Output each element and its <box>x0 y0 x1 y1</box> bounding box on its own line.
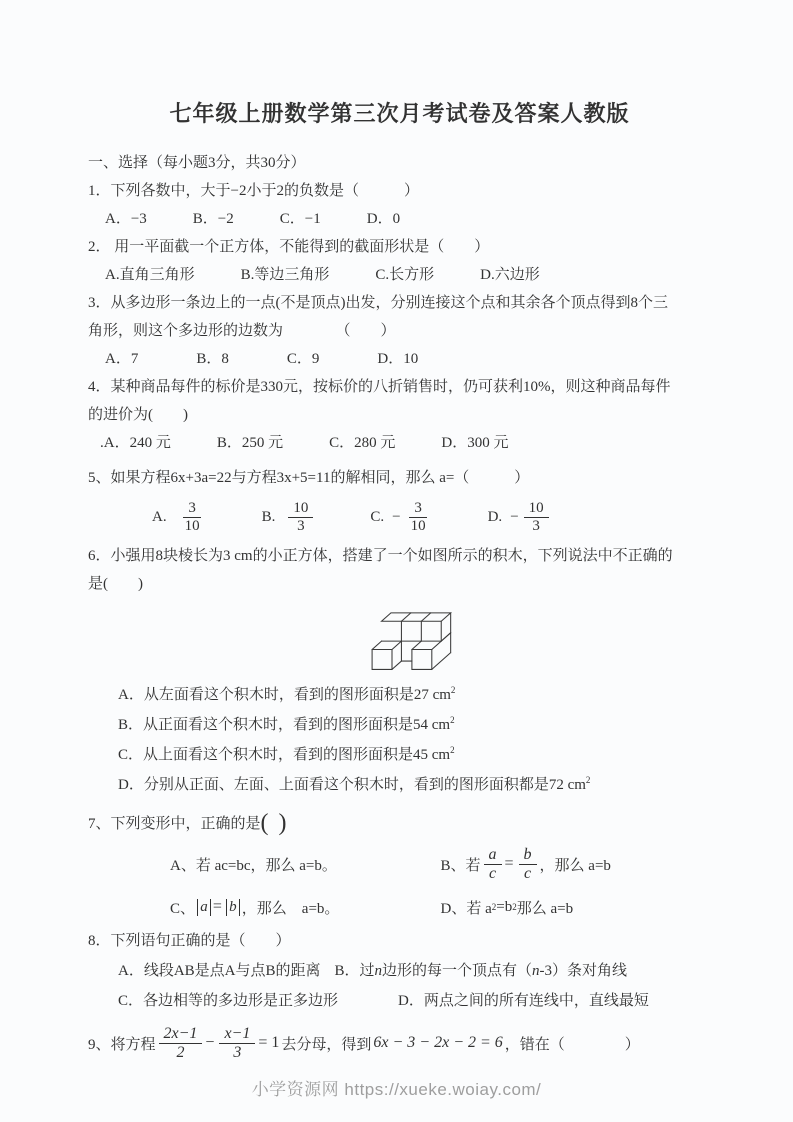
question-9-mid: 去分母，得到 <box>281 1036 372 1053</box>
question-4 <box>88 373 711 457</box>
question-7-stem: 7、下列变形中，正确的是( ) <box>88 810 289 836</box>
option-a: .A．240 元 <box>100 435 171 451</box>
question-9-prefix: 9、将方程 <box>88 1036 156 1053</box>
question-4-stem-line1: 4．某种商品每件的标价是330元，按标价的八折销售时，仍可获利10%，则这种商品每件 <box>88 379 671 395</box>
fraction: $\frac{10}{3}$ <box>524 500 549 535</box>
question-1 <box>88 177 711 233</box>
minus-sign: − <box>205 1034 215 1051</box>
option-b: B.等边三角形 <box>240 267 330 283</box>
superscript: 2 <box>450 745 455 755</box>
question-7-options-row1 <box>88 840 711 888</box>
option-b: B．−2 <box>192 211 234 227</box>
abs-bar <box>197 899 198 916</box>
fraction: $\frac{2x-1}{2}$ <box>159 1025 203 1062</box>
option-a: A、若 ac=bc，那么 a=b。 <box>170 857 337 874</box>
watermark-footer: 小学资源网 https://xueke.woiay.com/ <box>251 1080 542 1099</box>
option-a: A．线段AB是点A与点B的距离 <box>118 963 321 979</box>
question-3-stem-line2: 角形，则这个多边形的边数为 （ ） <box>88 323 396 339</box>
option-a: A.直角三角形 <box>105 267 195 283</box>
question-1-stem: 1．下列各数中，大于−2小于2的负数是（ ） <box>88 183 419 199</box>
option-c: C.长方形 <box>375 267 435 283</box>
option-c: C．从上面看这个积木时，看到的图形面积是45 $cm^2$ <box>118 745 455 763</box>
question-8 <box>88 926 711 1016</box>
option-b: B．过n边形的每一个顶点有（n-3）条对角线 <box>334 963 628 979</box>
question-2-options <box>88 261 711 289</box>
option-a: A. $\frac{3}{10}$ <box>152 500 208 535</box>
section-heading: 一、选择（每小题3分，共30分） <box>88 155 306 171</box>
question-2 <box>88 233 711 289</box>
option-c: C. − $\frac{3}{10}$ <box>370 500 433 535</box>
option-c: C．−1 <box>279 211 321 227</box>
question-5 <box>88 464 711 542</box>
question-8-options-row1 <box>88 956 711 986</box>
option-b: B．从正面看这个积木时，看到的图形面积是54 $cm^2$ <box>118 715 455 733</box>
cube-stack-figure <box>370 604 711 672</box>
option-c: C．9 <box>286 351 320 367</box>
option-c: C．各边相等的多边形是正多边形 <box>118 993 339 1009</box>
question-9 <box>88 1016 711 1070</box>
question-5-options <box>88 492 711 542</box>
question-9-suffix: ，错在（ ） <box>504 1036 640 1053</box>
page-title: 七年级上册数学第三次月考试卷及答案人教版 <box>169 101 630 126</box>
option-d: D．10 <box>377 351 419 367</box>
cube-stack-drawing <box>370 604 458 672</box>
fraction: $\frac{x-1}{3}$ <box>219 1025 255 1062</box>
question-6-stem-line2: 是( ) <box>88 576 143 592</box>
question-7-options-row2 <box>88 888 711 926</box>
question-3-options <box>88 345 711 373</box>
option-d: D．300 元 <box>441 435 509 451</box>
question-3-stem-line1: 3．从多边形一条边上的一点(不是顶点)出发，分别连接这个点和其余各个顶点得到8个三 <box>88 295 668 311</box>
option-b: B. $\frac{10}{3}$ <box>262 500 317 535</box>
question-8-stem: 8．下列语句正确的是（ ） <box>88 933 291 949</box>
abs-bar <box>210 899 211 916</box>
option-a: A．7 <box>105 351 139 367</box>
question-5-stem: 5、如果方程6x+3a=22与方程3x+5=11的解相同，那么 a=（ ） <box>88 470 530 486</box>
fraction: $\frac{3}{10}$ <box>410 499 426 534</box>
option-b: B．8 <box>196 351 229 367</box>
derived-equation: 6x − 3 − 2x − 2 = 6 <box>373 1034 503 1051</box>
question-3 <box>88 289 711 373</box>
option-a: A．从左面看这个积木时，看到的图形面积是27 $cm^2$ <box>118 685 456 703</box>
question-6-stem-line1: 6．小强用8块棱长为3 cm的小正方体，搭建了一个如图所示的积木，下列说法中不正确的 <box>88 548 673 564</box>
option-d: D.六边形 <box>480 267 540 283</box>
option-d: D、若 a 2 =b 2 那么 a=b <box>440 898 574 917</box>
option-d: D．两点之间的所有连线中，直线最短 <box>398 993 649 1009</box>
option-c: C．280 元 <box>329 435 396 451</box>
option-b: B、若 $\frac{a}{c}$ = $\frac{b}{c}$ ，那么 a=b <box>440 845 611 882</box>
question-6 <box>88 542 711 800</box>
option-d: D．分别从正面、左面、上面看这个积木时，看到的图形面积都是72 $cm^2$ <box>118 775 591 793</box>
equals-one: = 1 <box>258 1034 280 1051</box>
fraction: $\frac{a}{c}$ <box>484 846 502 883</box>
option-d: D．0 <box>366 211 401 227</box>
option-d: D. − $\frac{10}{3}$ <box>488 500 552 535</box>
fraction: $\frac{b}{c}$ <box>519 846 537 883</box>
question-4-stem-line2: 的进价为( ) <box>88 407 188 423</box>
option-c: C、 a = b ，那么 a=b。 <box>170 898 340 917</box>
question-4-options <box>88 429 711 457</box>
question-2-stem: 2． 用一平面截一个正方体，不能得到的截面形状是（ ） <box>88 239 490 255</box>
superscript: 2 <box>450 685 456 695</box>
option-a: A．−3 <box>105 211 147 227</box>
question-1-options <box>88 205 711 233</box>
answer-paren: ( ) <box>260 810 289 836</box>
superscript: 2 <box>450 715 455 725</box>
superscript: 2 <box>585 775 591 785</box>
option-b: B．250 元 <box>216 435 284 451</box>
question-8-options-row2 <box>88 986 711 1016</box>
abs-bar <box>226 899 227 916</box>
fraction: $\frac{3}{10}$ <box>184 499 200 534</box>
abs-bar <box>239 899 240 916</box>
question-7 <box>88 807 711 926</box>
fraction: $\frac{10}{3}$ <box>288 500 313 535</box>
